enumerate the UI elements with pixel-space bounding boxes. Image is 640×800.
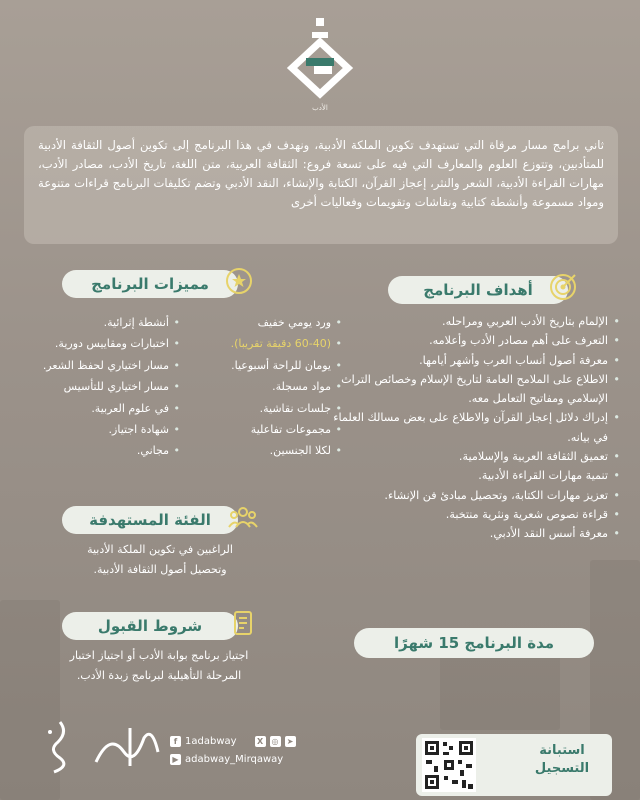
x-icon[interactable]: X	[255, 736, 266, 747]
admission-title: شروط القبول	[97, 617, 203, 635]
duration-pill: مدة البرنامج 15 شهرًا	[354, 628, 594, 658]
registration-line: التسجيل	[534, 761, 590, 776]
logo-mark-icon	[286, 18, 354, 102]
adab-logo	[286, 18, 354, 112]
medal-icon	[224, 266, 254, 296]
features-left-column	[20, 312, 180, 462]
feature-item: • مجاني.	[20, 440, 180, 461]
features-title-pill	[62, 270, 238, 298]
audience-line: الراغبين في تكوين الملكة الأدبية	[87, 543, 233, 556]
feature-text: يومان للراحة أسبوعيا.	[231, 358, 331, 372]
feature-item	[176, 355, 342, 376]
goal-item: • معرفة أسس النقد الأدبي.	[326, 524, 620, 543]
goal-item: • تعميق الثقافة العربية والإسلامية.	[326, 447, 620, 466]
admission-title-pill	[62, 612, 238, 640]
feature-item	[176, 333, 342, 354]
instagram-icon[interactable]: ◎	[270, 736, 281, 747]
goal-item: • معرفة أصول أنساب العرب وأشهر أيامها.	[326, 351, 620, 370]
registration-card[interactable]	[416, 734, 612, 796]
youtube-icon[interactable]: ▶	[170, 754, 181, 765]
goal-item: • الإلمام بتاريخ الأدب العربي ومراحله.	[326, 312, 620, 331]
goals-list	[326, 312, 620, 544]
features-right-column	[176, 312, 342, 462]
telegram-icon[interactable]: ➤	[285, 736, 296, 747]
feature-text: ورد يومي خفيف	[257, 316, 331, 329]
feature-item: • أنشطة إثرائية.	[20, 312, 180, 333]
goal-item: • الاطلاع على الملامح العامة لتاريخ الإسلام وخصائص التراث الإسلامي ومفاتيح التعامل معه.	[326, 370, 620, 409]
feature-item: • شهادة اجتياز.	[20, 419, 180, 440]
adab-brand-icon	[90, 722, 164, 774]
logo-caption: الأدب	[312, 104, 328, 112]
feature-item: • مسار اختياري لحفظ الشعر.	[20, 355, 180, 376]
social-row	[170, 732, 330, 750]
group-icon	[228, 502, 258, 532]
goal-item: • تنمية مهارات القراءة الأدبية.	[326, 466, 620, 485]
audience-line: وتحصيل أصول الثقافة الأدبية.	[93, 563, 227, 576]
document-icon	[228, 608, 258, 638]
feature-item: • مسار اختياري للتأسيس	[20, 376, 180, 397]
feature-item	[176, 419, 342, 440]
target-icon	[548, 272, 578, 302]
feature-highlight: (60-40 دقيقة تقريبا).	[230, 337, 331, 351]
qr-code[interactable]	[422, 738, 476, 792]
feature-item	[176, 376, 342, 397]
feature-item	[176, 312, 342, 333]
feature-item: • في علوم العربية.	[20, 398, 180, 419]
feature-text: مواد مسجلة.	[272, 380, 331, 394]
feature-text: مجموعات تفاعلية	[250, 423, 331, 437]
audience-text	[40, 540, 280, 580]
audience-title: الفئة المستهدفة	[89, 511, 211, 529]
social-handle[interactable]: adabway_Mirqaway	[185, 753, 284, 765]
facebook-icon[interactable]: f	[170, 736, 181, 747]
social-links	[170, 732, 330, 768]
mirqat-brand-icon	[40, 718, 74, 776]
qr-code-icon	[422, 738, 476, 792]
feature-item: • اختبارات ومقاييس دورية.	[20, 333, 180, 354]
audience-title-pill	[62, 506, 238, 534]
feature-text: لكلا الجنسين.	[269, 444, 331, 458]
feature-item	[176, 440, 342, 461]
goals-title-pill	[388, 276, 568, 304]
social-handle[interactable]: 1adabway	[185, 735, 237, 747]
intro-paragraph: ثاني برامج مسار مرقاة التي تستهدف تكوين الملكة الأدبية، ونهدف في هذا البرنامج إلى تكوين أصول الثقافة الأدبية للمتأدبين، وتتوزع العلوم والمعارف التي فيه على تسعة فروع: الثقافة العربية، متن اللغة، تاريخ الأدب، مصادر الأدب، مهارات القراءة الأدبية، الشعر والنثر، إعجاز القرآن، الكتابة والإنشاء، النقد الأدبي وتضم تكليفات البرنامج قراءات متنوعة ومواد مسموعة وأنشطة كتابية ونقاشات وتقويمات وفعاليات أخرى	[24, 126, 618, 244]
feature-item	[176, 398, 342, 419]
goal-item: • إدراك دلائل إعجاز القرآن والاطلاع على بعض مسالك العلماء في بيانه.	[326, 408, 620, 447]
goal-item: • تعزيز مهارات الكتابة، وتحصيل مبادئ فن الإنشاء.	[326, 486, 620, 505]
registration-label[interactable]	[520, 742, 604, 778]
goal-item: • التعرف على أهم مصادر الأدب وأعلامه.	[326, 331, 620, 350]
admission-line: اجتياز برنامج بوابة الأدب أو اجتياز اختبار	[69, 649, 249, 662]
feature-text: جلسات نقاشية.	[259, 401, 331, 415]
admission-text	[24, 646, 294, 686]
goals-title: أهداف البرنامج	[423, 281, 533, 299]
admission-line: المرحلة التأهيلية لبرنامج زبدة الأدب.	[76, 669, 242, 682]
registration-line: استبانة	[539, 743, 585, 758]
social-row	[170, 750, 330, 768]
features-title: مميزات البرنامج	[91, 275, 209, 293]
goal-item: • قراءة نصوص شعرية ونثرية منتخبة.	[326, 505, 620, 524]
